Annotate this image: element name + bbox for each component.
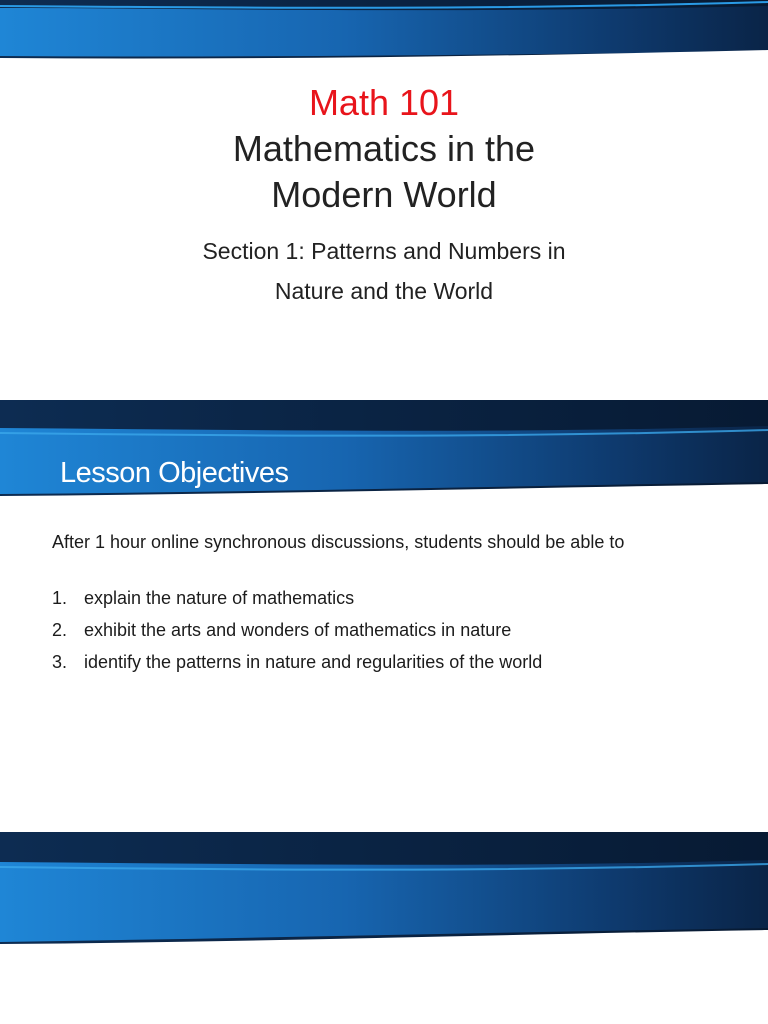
next-slide-partial [0,832,768,1024]
list-item [52,650,542,682]
next-slide-banner [0,832,768,944]
course-name-line1: Mathematics in the [232,128,536,169]
course-name-line2: Modern World [271,174,497,215]
list-text: explain the nature of mathematics [84,588,355,608]
slide-title: Lesson Objectives [60,457,289,489]
objectives-slide [0,400,768,830]
list-item [52,586,542,618]
objectives-list [52,586,542,682]
list-number: 3. [52,652,68,672]
header-banner [0,0,768,62]
section-subtitle-line2: Nature and the World [274,278,494,304]
list-number: 2. [52,620,68,640]
list-text: identify the patterns in nature and regularities of the world [84,652,543,672]
list-item [52,618,542,650]
title-slide [0,0,768,394]
course-code: Math 101 [308,82,460,123]
list-number: 1. [52,588,68,608]
list-text: exhibit the arts and wonders of mathematics in nature [84,620,512,640]
intro-text: After 1 hour online synchronous discussions, students should be able to [52,532,625,552]
section-subtitle-line1: Section 1: Patterns and Numbers in [202,238,566,264]
